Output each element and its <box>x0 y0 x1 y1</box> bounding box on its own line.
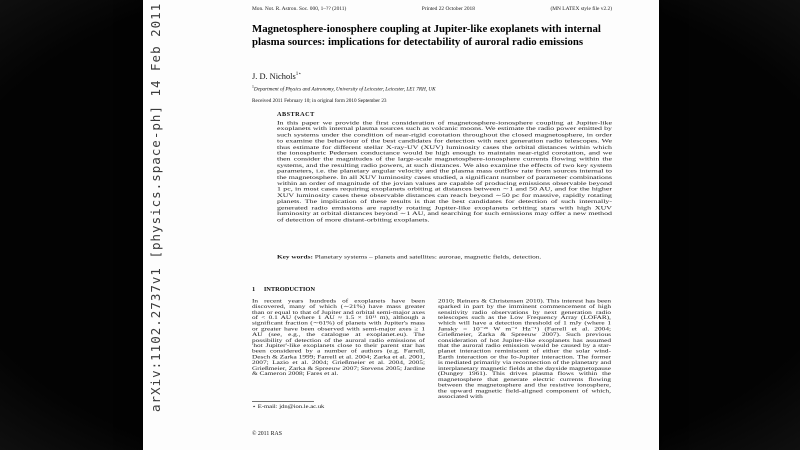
author-line <box>252 71 301 81</box>
footnote-marker: ⋆ <box>252 404 257 410</box>
author-name: J. D. Nichols <box>252 71 296 81</box>
received-dates: Received 2011 February 10; in original form 2010 September 23 <box>252 98 387 104</box>
paper-page <box>143 0 659 450</box>
author-marker: 1⋆ <box>295 72 302 77</box>
arxiv-stamp: arXiv:1102.2737v1 [physics.space-ph] 14 Feb 2011 <box>148 2 163 412</box>
paper-title: Magnetosphere-ionosphere coupling at Jupiter-like exoplanets with internal plasma sources: implications for detectability of auroral radio emissions <box>252 23 601 48</box>
abstract-text: In this paper we provide the first consideration of magnetosphere-ionosphere coupling at Jupiter-like exoplanets with internal plasma sources such as volcanic moons. We estimate the radio power emitted by such systems under the condition of near-rigid corotation throughout the closed magnetosphere, in order to examine the behaviour of the best candidates for detection with next generation radio telescopes. We thus estimate for different stellar X-ray-UV (XUV) luminosity cases the orbital distances within which the ionospheric Pedersen conductance would be high enough to maintain near-rigid corotation, and we then consider the magnitudes of the large-scale magnetosphere-ionosphere currents flowing within the systems, and the resulting radio powers, at such distances. We also examine the effects of two key system parameters, i.e. the planetary angular velocity and the plasma mass outflow rate from sources internal to the magnetosphere. In all XUV luminosity cases studied, a significant number of parameter combinations within an order of magnitude of the jovian values are capable of producing emissions observable beyond 1 pc, in most cases requiring exoplanets orbiting at distances between ∼1 and 50 AU, and for the higher XUV luminosity cases these observable distances can reach beyond ∼50 pc for massive, rapidly rotating planets. The implication of these results is that the best candidates for detection of such internally-generated radio emissions are rapidly rotating Jupiter-like exoplanets orbiting stars with high XUV luminosity at orbital distances beyond ∼1 AU, and searching for such emissions may offer a new method of detection of more distant-orbiting exoplanets. <box>277 119 612 223</box>
section-title: INTRODUCTION <box>263 286 315 293</box>
abstract-heading: ABSTRACT <box>277 111 315 118</box>
author-footnote <box>252 401 425 409</box>
journal-reference: Mon. Not. R. Astron. Soc. 000, 1–?? (2011) <box>252 6 347 12</box>
keywords-line <box>277 254 612 260</box>
affiliation-text: Department of Physics and Astronomy, University of Leicester, Leicester, LE1 7RH, UK <box>253 86 436 93</box>
copyright-notice: © 2011 RAS <box>252 431 282 437</box>
affiliation-marker: 1 <box>252 85 254 89</box>
section-number: 1 <box>252 286 256 293</box>
two-column-body <box>252 298 612 438</box>
intro-column-right: 2010; Reiners & Christensen 2010). This interest has been sparked in part by the imminent commencement of high sensitivity radio observations by next generation radio telescopes such as the Low Frequency Array (LOFAR), which will have a detection threshold of 1 mJy (where 1 Jansky = 10⁻²⁶ W m⁻² Hz⁻¹) (Farrell et al. 2004; Grießmeier, Zarka & Spreeuw 2007). Such previous consideration of hot Jupiter-like exoplanets has assumed that the auroral radio emission would be caused by a star-planet interaction reminiscent of either the solar wind-Earth interaction or the Io-Jupiter interaction. The former is mediated primarily via reconnection of the planetary and interplanetary magnetic fields at the dayside magnetopause (Dungey 1961). This drives plasma flows within the magnetosphere that generate electric currents flowing between the magnetosphere and the resistive ionosphere, the upward magnetic field-aligned component of which, associated with <box>438 297 611 400</box>
keywords-text: Planetary systems – planets and satellites: aurorae, magnetic fields, detection. <box>314 253 542 260</box>
latex-style-note: (MN LATEX style file v2.2) <box>550 6 612 12</box>
running-header <box>252 6 612 12</box>
footnote-email-link[interactable]: E-mail: jdn@ion.le.ac.uk <box>257 404 325 410</box>
printed-date: Printed 22 October 2018 <box>421 6 475 12</box>
keywords-label: Key words: <box>277 253 313 260</box>
author-affiliation <box>252 85 436 93</box>
intro-column-left: In recent years hundreds of exoplanets have been discovered, many of which (∼21%) have mass greater than or equal to that of Jupiter and orbital semi-major axes of < 0.1 AU (where 1 AU ≈ 1.5 × 10¹¹ m), although a significant fraction (∼61%) of planets with Jupiter's mass or greater have been observed with semi-major axes ≥ 1 AU (see, e.g., the catalogue at exoplanet.eu). The possibility of detection of the auroral radio emissions of 'hot Jupiter'-like exoplanets close to their parent star has been considered by a number of authors (e.g. Farrell, Desch & Zarka 1999; Farrell et al. 2004; Zarka et al. 2001, 2007; Lazio et al. 2004; Grießmeier et al. 2004, 2005; Grießmeier, Zarka & Spreeuw 2007; Stevens 2005; Jardine & Cameron 2008; Fares et al. <box>252 297 425 377</box>
section-heading-introduction <box>252 286 315 293</box>
footnote-rule <box>252 401 314 402</box>
